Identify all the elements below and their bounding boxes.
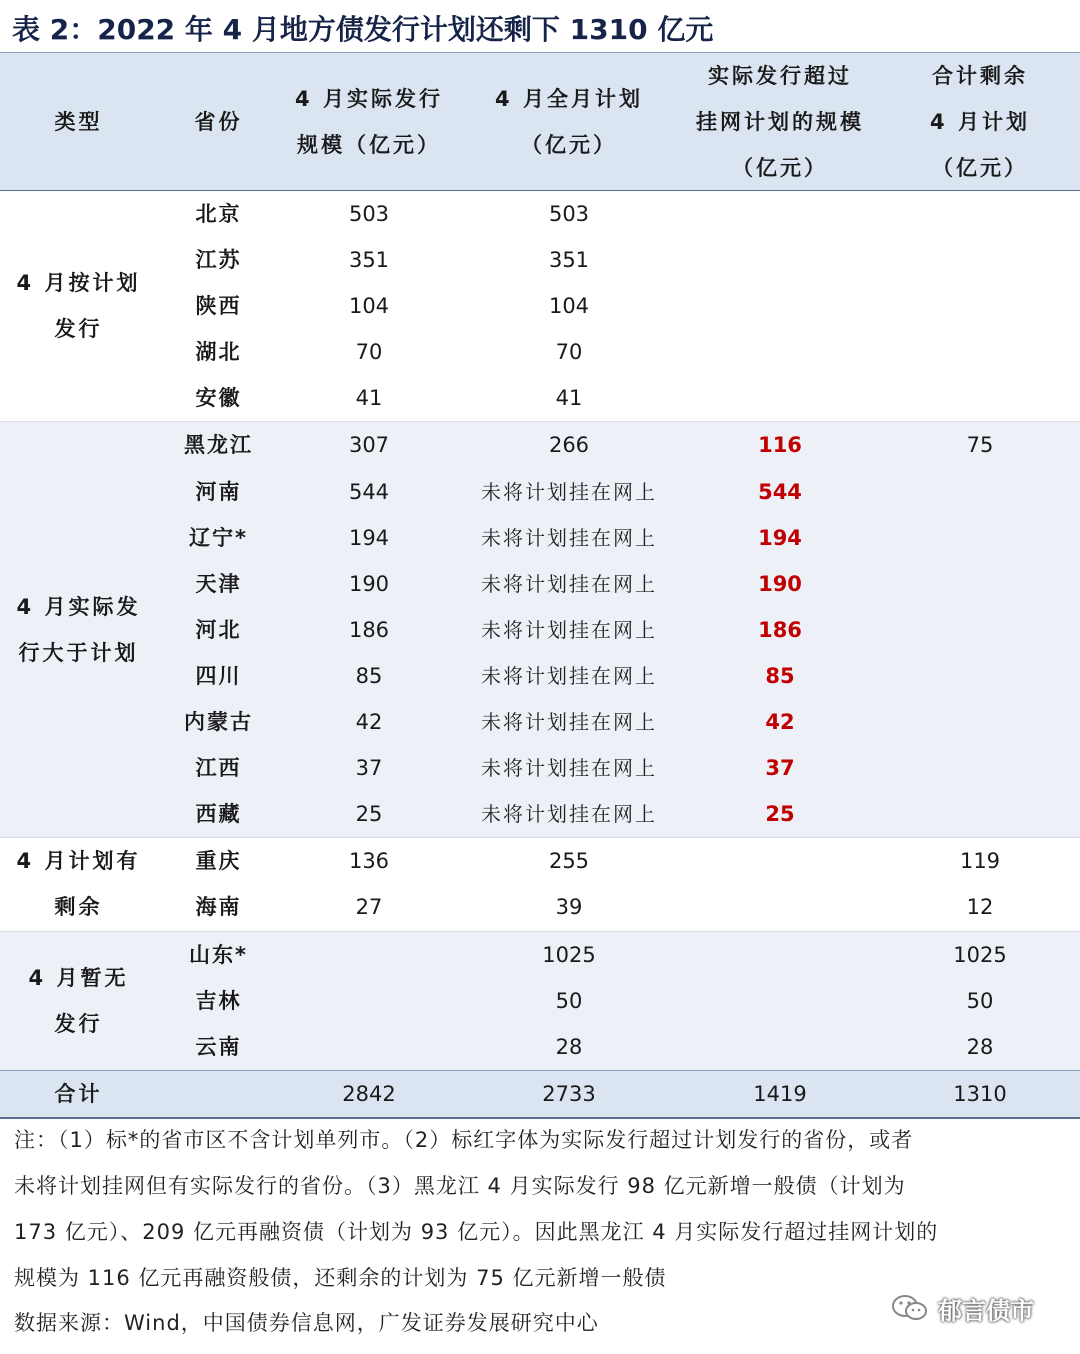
remaining-cell [880, 653, 1080, 699]
table-title: 表 2：2022 年 4 月地方债发行计划还剩下 1310 亿元 [12, 13, 714, 46]
table-row [0, 515, 1080, 561]
actual-cell: 104 [348, 294, 390, 319]
over-cell: 116 [758, 433, 802, 458]
province-cell: 重庆 [195, 849, 242, 874]
actual-cell: 194 [348, 525, 390, 550]
province-cell: 吉林 [195, 988, 242, 1013]
group-label-line: 4 月实际发 [16, 594, 141, 619]
table-row [0, 469, 1080, 515]
group-label-line: 4 月暂无 [28, 965, 129, 990]
actual-cell: 503 [348, 202, 390, 226]
actual-cell: 27 [355, 895, 383, 920]
note-line: 规模为 116 亿元再融资般债，还剩余的计划为 75 亿元新增一般债 [14, 1266, 667, 1290]
over-cell: 190 [758, 571, 802, 596]
remaining-cell [880, 791, 1080, 837]
total-label: 合计 [54, 1081, 103, 1106]
actual-cell: 25 [355, 802, 383, 827]
remaining-cell: 1025 [953, 942, 1007, 967]
table-row [0, 884, 1080, 930]
actual-cell: 85 [355, 663, 383, 688]
total-actual: 2842 [342, 1081, 396, 1106]
header-over-line2: 挂网计划的规模 [696, 109, 864, 134]
wechat-icon [890, 1293, 930, 1323]
over-cell [680, 932, 880, 978]
province-cell: 安徽 [195, 386, 242, 411]
province-cell: 辽宁* [189, 525, 248, 550]
plan-cell: 70 [555, 340, 583, 365]
actual-cell: 186 [348, 617, 390, 642]
province-cell: 西藏 [195, 802, 242, 827]
plan-cell: 未将计划挂在网上 [481, 802, 657, 827]
remaining-cell [880, 191, 1080, 237]
table-header [0, 52, 1080, 191]
actual-cell: 37 [355, 756, 383, 781]
table-row [0, 561, 1080, 607]
header-over-line3: （亿元） [732, 155, 828, 180]
over-cell [680, 838, 880, 884]
note-line: 未将计划挂网但有实际发行的省份。（3）黑龙江 4 月实际发行 98 亿元新增一般债（计划为 [14, 1174, 906, 1198]
over-cell: 37 [765, 756, 795, 781]
plan-cell: 未将计划挂在网上 [481, 525, 657, 550]
over-cell: 42 [765, 710, 795, 735]
group-label-line: 4 月计划有 [16, 849, 141, 874]
province-cell: 天津 [195, 571, 242, 596]
over-cell: 25 [765, 802, 795, 827]
over-cell [680, 283, 880, 329]
header-actual [280, 53, 458, 190]
header-province [157, 53, 280, 190]
over-cell [680, 978, 880, 1024]
watermark [890, 1288, 1034, 1328]
header-remaining-line2: 4 月计划 [930, 109, 1030, 134]
header-over-line1: 实际发行超过 [708, 63, 852, 88]
province-cell: 江苏 [195, 248, 242, 273]
remaining-cell [880, 515, 1080, 561]
over-cell: 194 [758, 525, 802, 550]
plan-cell: 未将计划挂在网上 [481, 756, 657, 781]
plan-cell: 未将计划挂在网上 [481, 617, 657, 642]
plan-cell: 503 [548, 202, 590, 226]
header-over [680, 53, 880, 190]
actual-cell: 70 [355, 340, 383, 365]
remaining-cell [880, 375, 1080, 421]
actual-cell: 544 [348, 479, 390, 504]
remaining-cell [880, 607, 1080, 653]
actual-cell: 42 [355, 710, 383, 735]
actual-cell [280, 978, 458, 1024]
province-cell: 四川 [195, 663, 242, 688]
total-over: 1419 [753, 1081, 807, 1106]
plan-cell: 266 [548, 433, 590, 458]
header-province-label: 省份 [194, 109, 243, 134]
table-row [0, 653, 1080, 699]
group-label-line: 剩余 [54, 895, 103, 920]
remaining-cell: 75 [966, 433, 994, 458]
watermark-text: 郁言债市 [938, 1296, 1034, 1325]
over-cell [680, 191, 880, 237]
remaining-cell [880, 469, 1080, 515]
actual-cell: 136 [348, 849, 390, 874]
remaining-cell [880, 329, 1080, 375]
actual-cell [280, 1024, 458, 1070]
plan-cell: 28 [555, 1034, 583, 1059]
row-group [0, 837, 1080, 930]
plan-cell: 未将计划挂在网上 [481, 571, 657, 596]
plan-cell: 41 [555, 386, 583, 411]
total-row [0, 1070, 1080, 1119]
header-remaining-line1: 合计剩余 [932, 63, 1028, 88]
province-cell: 山东* [189, 942, 248, 967]
over-cell [680, 237, 880, 283]
over-cell: 544 [758, 479, 802, 504]
data-source: 数据来源：Wind，中国债券信息网，广发证券发展研究中心 [14, 1311, 599, 1335]
header-plan-line2: （亿元） [521, 132, 617, 157]
group-label-line: 发行 [54, 1011, 103, 1036]
plan-cell: 未将计划挂在网上 [481, 710, 657, 735]
remaining-cell: 50 [966, 988, 994, 1013]
remaining-cell: 12 [966, 895, 994, 920]
province-cell: 河南 [195, 479, 242, 504]
table-row [0, 838, 1080, 884]
table-row [0, 329, 1080, 375]
province-cell: 内蒙古 [184, 710, 253, 735]
province-cell: 陕西 [195, 294, 242, 319]
data-table [0, 52, 1080, 1119]
row-group [0, 421, 1080, 837]
header-actual-line2: 规模（亿元） [297, 132, 441, 157]
over-cell [680, 375, 880, 421]
plan-cell: 未将计划挂在网上 [481, 479, 657, 504]
total-remaining: 1310 [953, 1081, 1007, 1106]
header-type [0, 53, 157, 190]
over-cell: 85 [765, 663, 795, 688]
row-group [0, 931, 1080, 1070]
province-cell: 海南 [195, 895, 242, 920]
remaining-cell [880, 699, 1080, 745]
over-cell [680, 884, 880, 930]
over-cell: 186 [758, 617, 802, 642]
actual-cell: 190 [348, 571, 390, 596]
table-body [0, 191, 1080, 1070]
header-actual-line1: 4 月实际发行 [295, 86, 443, 111]
province-cell: 湖北 [195, 340, 242, 365]
over-cell [680, 329, 880, 375]
remaining-cell: 119 [959, 849, 1001, 874]
plan-cell: 1025 [542, 942, 596, 967]
table-row [0, 791, 1080, 837]
note-line: 173 亿元）、209 亿元再融资债（计划为 93 亿元）。因此黑龙江 4 月实际发行超过挂网计划的 [14, 1220, 939, 1244]
group-label-line: 4 月按计划 [16, 271, 141, 296]
table-row [0, 422, 1080, 468]
row-group [0, 191, 1080, 421]
actual-cell: 351 [348, 248, 390, 273]
plan-cell: 351 [548, 248, 590, 273]
remaining-cell: 28 [966, 1034, 994, 1059]
table-row [0, 283, 1080, 329]
actual-cell: 307 [348, 433, 390, 458]
remaining-cell [880, 237, 1080, 283]
actual-cell [280, 932, 458, 978]
province-cell: 黑龙江 [184, 433, 253, 458]
group-label-line: 发行 [54, 317, 103, 342]
table-row [0, 191, 1080, 237]
province-cell: 北京 [195, 202, 242, 226]
province-cell: 江西 [195, 756, 242, 781]
table-row [0, 607, 1080, 653]
header-plan [458, 53, 680, 190]
table-row [0, 978, 1080, 1024]
plan-cell: 255 [548, 849, 590, 874]
header-plan-line1: 4 月全月计划 [495, 86, 643, 111]
table-row [0, 375, 1080, 421]
table-note [14, 1117, 1064, 1301]
header-type-label: 类型 [54, 109, 103, 134]
province-cell: 云南 [195, 1034, 242, 1059]
table-row [0, 1024, 1080, 1070]
over-cell [680, 1024, 880, 1070]
header-remaining [880, 53, 1080, 190]
note-line: 注：（1）标*的省市区不含计划单列市。（2）标红字体为实际发行超过计划发行的省份，或者 [14, 1128, 914, 1152]
plan-cell: 39 [555, 895, 583, 920]
plan-cell: 50 [555, 988, 583, 1013]
group-label-line: 行大于计划 [18, 640, 139, 665]
province-cell: 河北 [195, 617, 242, 642]
table-row [0, 745, 1080, 791]
total-plan: 2733 [542, 1081, 596, 1106]
plan-cell: 104 [548, 294, 590, 319]
header-remaining-line3: （亿元） [932, 155, 1028, 180]
actual-cell: 41 [355, 386, 383, 411]
table-row [0, 237, 1080, 283]
table-row [0, 932, 1080, 978]
remaining-cell [880, 745, 1080, 791]
table-row [0, 699, 1080, 745]
remaining-cell [880, 283, 1080, 329]
remaining-cell [880, 561, 1080, 607]
plan-cell: 未将计划挂在网上 [481, 663, 657, 688]
